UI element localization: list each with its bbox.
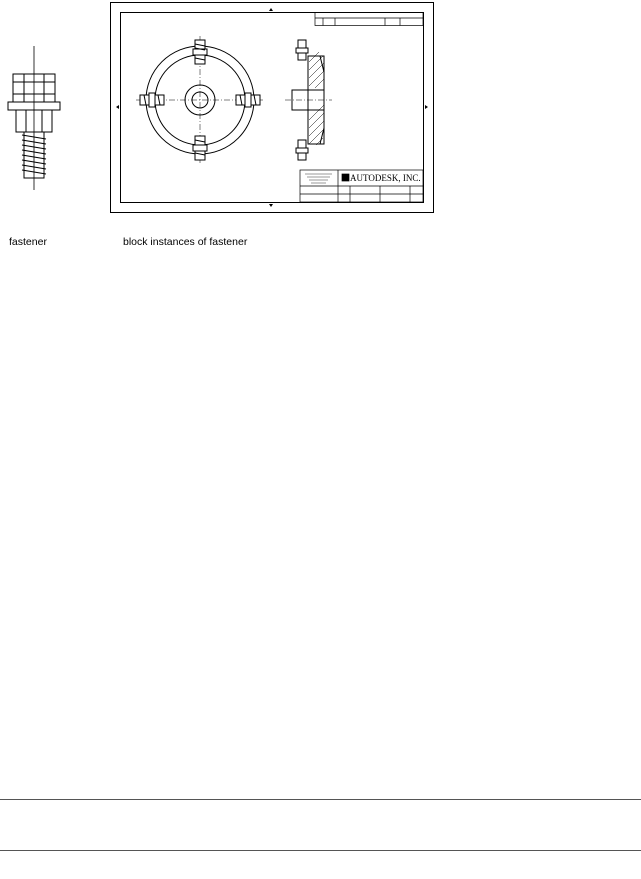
fastener-drawing [0, 40, 80, 200]
fastener-instance-left [140, 93, 164, 107]
fastener-instance-right [236, 93, 260, 107]
side-section-view [285, 40, 332, 160]
fastener-instance-top [193, 40, 207, 64]
footer-rule-top [0, 799, 641, 800]
drawing-sheet [110, 2, 434, 213]
title-block-company: AUTODESK, INC. [350, 173, 421, 183]
block-instances-caption: block instances of fastener [123, 236, 248, 248]
company-logo-mark [342, 174, 349, 181]
section-hatch [309, 52, 324, 145]
fastener-caption: fastener [9, 236, 47, 248]
fastener-instance-bottom [193, 136, 207, 160]
revision-block [315, 13, 423, 26]
footer-rule-bottom [0, 850, 641, 851]
title-block-notes [305, 174, 332, 183]
